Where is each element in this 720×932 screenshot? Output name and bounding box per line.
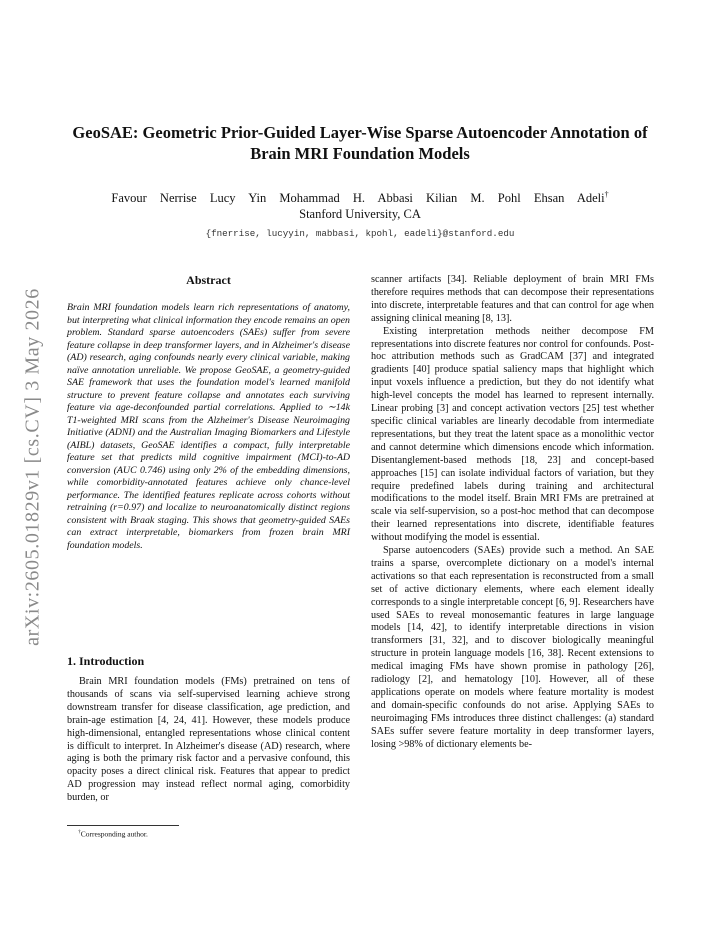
footnote (78, 829, 148, 839)
footnote-mark: † (78, 829, 81, 835)
footnote-rule (67, 825, 179, 826)
intro-paragraph-1-part-a: Brain MRI foundation models (FMs) pretrained on tens of thousands of scans via self-supervised learning achieve strong downstream transfer for disease classification, age prediction, and brain-age estimation [4, 24, 41]. However, these models produce high-dimensional, entangled representations whose clinical content is difficult to interpret. In Alzheimer's disease (AD) research, where aging is both the primary risk factor and a pervasive confound, this opacity poses a direct clinical risk. Features that appear to predict AD progression may instead reflect normal aging, comorbidity burden, or (67, 676, 350, 804)
author-name: Mohammad H. Abbasi (279, 191, 413, 206)
abstract-heading: Abstract (186, 273, 231, 287)
author-name: Favour Nerrise (111, 191, 197, 206)
abstract-body (67, 302, 350, 552)
author-list (60, 190, 660, 206)
paper-title: GeoSAE: Geometric Prior-Guided Layer-Wise Sparse Autoencoder Annotation of Brain MRI Foundation Models (72, 123, 648, 163)
intro-left-column (67, 676, 350, 805)
section-heading-introduction: 1. Introduction (67, 654, 145, 668)
footnote-text: Corresponding author. (80, 829, 148, 839)
abstract-paragraph: Brain MRI foundation models learn rich representations of anatomy, but interpreting what clinical information they encode remains an open problem. Standard sparse autoencoders (SAEs) suffer from severe feature collapse in deep transformer layers, and in Alzheimer's disease (AD) research, aging confounds nearly every clinical variable, making naïve annotation unreliable. We propose GeoSAE, a geometry-guided SAE framework that uses the foundation model's learned manifold structure to prevent feature collapse and annotates each surviving feature via age-deconfounded partial correlations. Applied to ∼14k T1-weighted MRI scans from the Alzheimer's Disease Neuroimaging Initiative (ADNI) and the Australian Imaging Biomarkers and Lifestyle (AIBL) datasets, GeoSAE identifies a compact, fully interpretable feature set that predicts mild cognitive impairment (MCI)-to-AD conversion (AUC 0.746) using only 2% of the embedding dimensions, while comorbidity-annotated features achieve only chance-level performance. The identified features replicate across cohorts without retraining (r=0.97) and localize to neuroanatomically distinct regions consistent with Braak staging. This shows that geometry-guided SAEs can extract interpretable, biomarkers from frozen brain MRI foundation models. (67, 302, 350, 551)
author-name: Ehsan Adeli† (533, 190, 609, 206)
corresponding-author-mark: † (604, 190, 609, 199)
author-name: Lucy Yin (209, 191, 267, 206)
author-name: Kilian M. Pohl (426, 191, 521, 206)
intro-paragraph-3: Sparse autoencoders (SAEs) provide such a method. An SAE trains a sparse, overcomplete dictionary on a model's internal activations so that each representation is reconstructed from a small set of active dictionary elements, where each element ideally corresponds to a single interpretable concept [6, 9]. Researchers have used SAEs to reveal monosemantic features in large language models [14, 42], to identify interpretable directions in vision transformers [31, 32], and to discover biologically meaningful structure in protein language models [16, 38]. Recent extensions to medical imaging FMs have shown promise in pathology [26], radiology [2], and hematology [10]. However, all of these applications operate on models where feature mortality is modest and domain-specific confounds do not arise. Applying SAEs to neuroimaging FMs introduces three distinct challenges: (a) standard SAEs suffer severe feature mortality in deep transformer layers, losing >98% of dictionary elements be- (371, 545, 654, 750)
affiliation: Stanford University, CA (299, 207, 421, 221)
intro-paragraph-2: Existing interpretation methods neither decompose FM representations into discrete features nor control for confounds. Post-hoc attribution methods such as GradCAM [37] and integrated gradients [40] produce spatial saliency maps that highlight which input voxels influence a prediction, but they do not identify what high-level concepts the model has learned to represent internally. Linear probing [3] and concept activation vectors [25] test whether specific clinical variables are linearly decodable from intermediate representations, but they treat the latent space as a monolithic vector and cannot determine which dimensions encode which information. Disentanglement-based methods [18, 23] and concept-based approaches [15] can isolate individual factors of variation, but they require predefined labels during training and architectural modifications to the model itself. Brain MRI FMs are pretrained at scale via self-supervision, so a post-hoc method that can decompose their learned representations into discrete, identifiable features without modifying the model is essential. (371, 325, 654, 544)
intro-paragraph-1-part-b: scanner artifacts [34]. Reliable deployment of brain MRI FMs therefore requires methods that can decompose their representations into discrete, interpretable features and that can control for age when assigning clinical meaning [8, 13]. (371, 274, 654, 324)
author-emails: {fnerrise, lucyyin, mabbasi, kpohl, eadeli}@stanford.edu (205, 228, 515, 239)
arxiv-identifier-stamp[interactable] (18, 262, 48, 672)
arxiv-stamp-text: arXiv:2605.01829v1 [cs.CV] 3 May 2026 (21, 288, 44, 646)
intro-right-column (371, 274, 654, 752)
